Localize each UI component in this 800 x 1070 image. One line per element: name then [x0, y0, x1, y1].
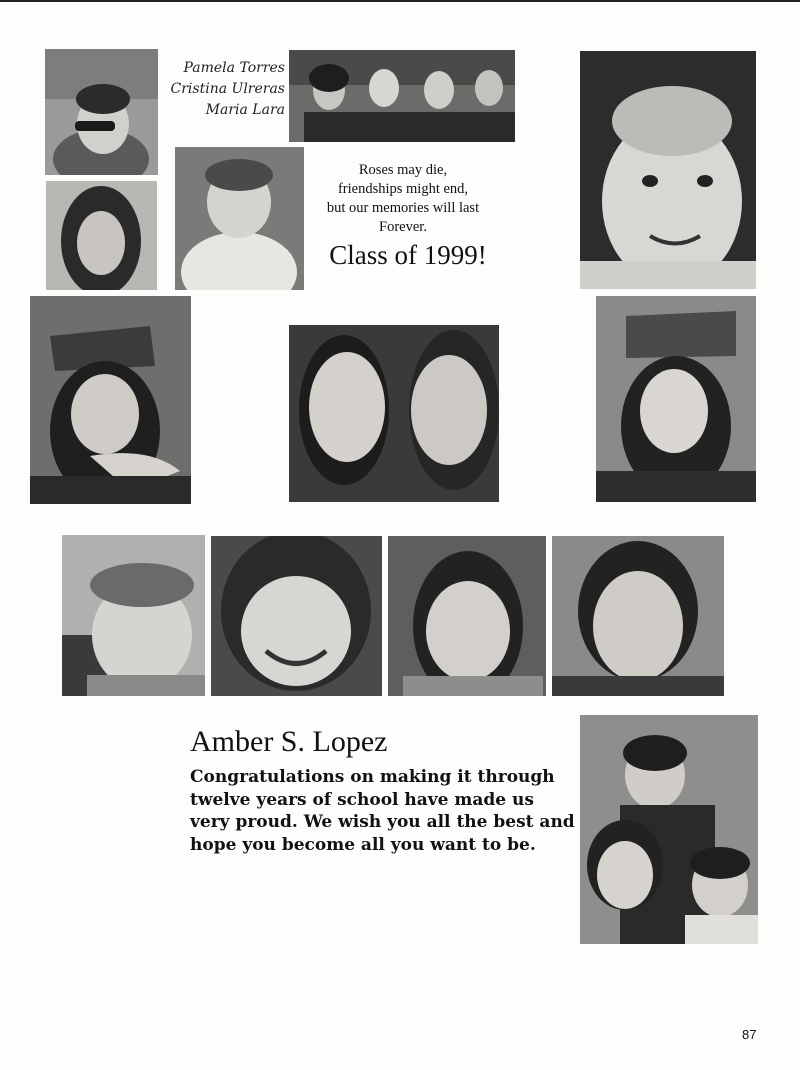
photo-toddler-smiling [211, 536, 382, 696]
photo-teen-portrait [552, 536, 724, 696]
class-of-heading: Class of 1999! [329, 240, 487, 270]
photo-baby-spiky-hair [62, 535, 205, 696]
poem-line-1: Roses may die, [358, 162, 448, 178]
photo-baby-smiling [580, 51, 756, 289]
page-number: 87 [742, 1027, 757, 1042]
photo-graduate-cap-1 [30, 296, 191, 504]
photo-girl-school-portrait [388, 536, 546, 696]
name-2: Cristina Ulreras [170, 81, 285, 97]
name-1: Pamela Torres [183, 60, 285, 76]
poem-line-4: Forever. [379, 219, 427, 235]
photo-graduate-cap-2 [596, 296, 756, 502]
photo-toddler-with-toy [45, 49, 158, 175]
photo-two-girls [289, 325, 499, 502]
poem [308, 161, 498, 237]
name-3: Maria Lara [205, 102, 285, 118]
top-border [0, 0, 800, 2]
photo-four-friends [289, 50, 515, 142]
photo-girl-portrait-1 [46, 181, 157, 290]
congratulations-message: Congratulations on making it through twelve years of school have made us very proud. We wish you all the best and hope you become all you want to be. [190, 767, 575, 855]
poem-line-3: but our memories will last [326, 200, 480, 216]
student-name: Amber S. Lopez [190, 725, 388, 758]
friend-names [163, 58, 285, 121]
photo-girl-pigtails [175, 147, 304, 290]
photo-family-group [580, 715, 758, 944]
poem-line-2: friendships might end, [337, 181, 469, 197]
